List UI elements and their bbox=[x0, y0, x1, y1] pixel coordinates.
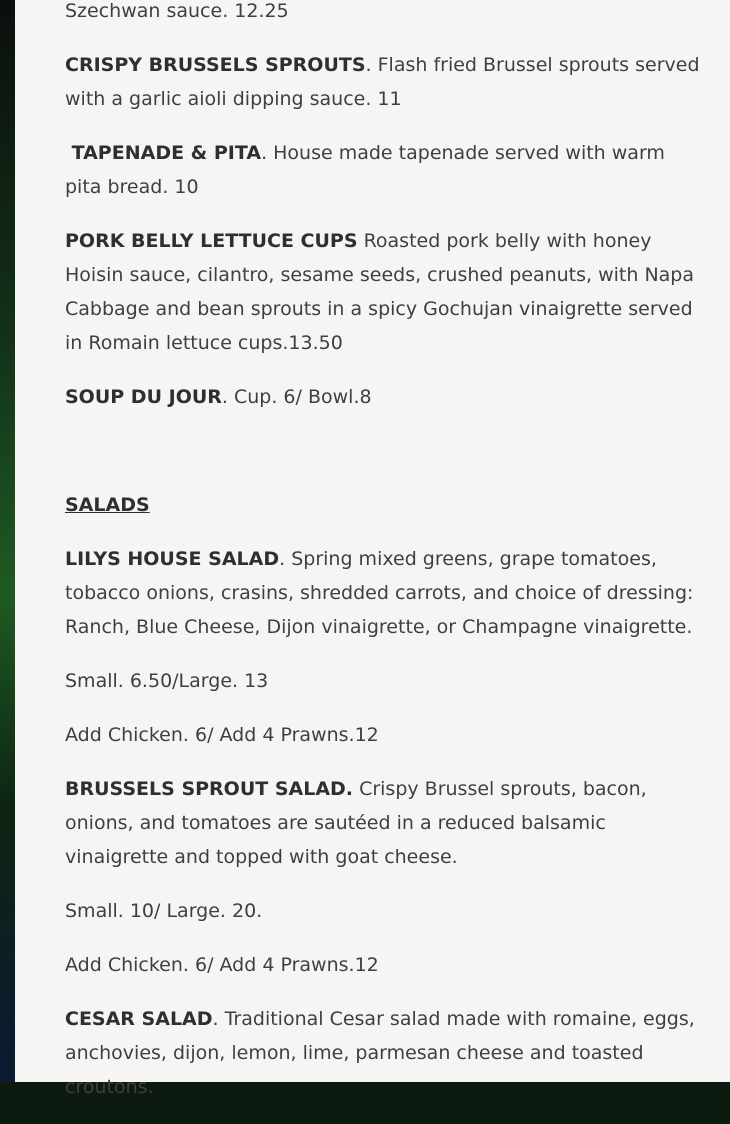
menu-item-desc: Roasted pork belly with honey Hoisin sauce, cilantro, sesame seeds, crushed peanuts, with Napa Cabbage and bean sprouts in a spicy Gochujan vinaigrette served in Romain lettuce cups.13.50 bbox=[65, 230, 695, 354]
salads-section-heading bbox=[65, 488, 705, 522]
menu-item-house-salad bbox=[65, 542, 705, 644]
menu-item-pork-belly bbox=[65, 224, 705, 360]
menu-item-desc: . Cup. 6/ Bowl.8 bbox=[221, 386, 372, 408]
house-salad-sizes: Small. 6.50/Large. 13 bbox=[65, 670, 269, 692]
house-salad-addons: Add Chicken. 6/ Add 4 Prawns.12 bbox=[65, 724, 379, 746]
salads-heading: SALADS bbox=[65, 494, 150, 516]
menu-item-name: CRISPY BRUSSELS SPROUTS bbox=[65, 54, 366, 76]
menu-item-name: TAPENADE & PITA bbox=[65, 142, 262, 164]
menu-item-tapenade bbox=[65, 136, 705, 204]
menu-item-cesar-salad bbox=[65, 1002, 705, 1104]
background-edge bbox=[0, 0, 16, 1082]
menu-item-desc: Crispy Brussel sprouts, bacon, onions, and tomatoes are sautéed in a reduced balsamic vinaigrette and topped with goat cheese. bbox=[65, 778, 647, 868]
section-spacer bbox=[65, 434, 705, 488]
menu-item-name: BRUSSELS SPROUT SALAD. bbox=[65, 778, 354, 800]
menu-item-name: LILYS HOUSE SALAD bbox=[65, 548, 280, 570]
brussels-salad-sizes: Small. 10/ Large. 20. bbox=[65, 900, 263, 922]
menu-item-name: PORK BELLY LETTUCE CUPS bbox=[65, 230, 358, 252]
menu-item-brussels-salad bbox=[65, 772, 705, 874]
menu-item-soup bbox=[65, 380, 705, 414]
menu-content bbox=[65, 0, 705, 1124]
menu-panel bbox=[15, 0, 730, 1098]
menu-item-partial bbox=[65, 0, 705, 28]
brussels-salad-addons: Add Chicken. 6/ Add 4 Prawns.12 bbox=[65, 954, 379, 976]
menu-item-desc: . Spring mixed greens, grape tomatoes, tobacco onions, crasins, shredded carrots, and choice of dressing: Ranch, Blue Cheese, Dijon vinaigrette, or Champagne vinaigrette. bbox=[65, 548, 694, 638]
menu-item-desc: . Traditional Cesar salad made with romaine, eggs, anchovies, dijon, lemon, lime, parmesan cheese and toasted croutons. bbox=[65, 1008, 695, 1098]
menu-item-name: CESAR SALAD bbox=[65, 1008, 213, 1030]
menu-item-crispy-brussels bbox=[65, 48, 705, 116]
menu-item-desc: . Flash fried Brussel sprouts served with a garlic aioli dipping sauce. 11 bbox=[65, 54, 700, 110]
menu-item-desc: . House made tapenade served with warm pita bread. 10 bbox=[65, 142, 665, 198]
menu-item-partial-text-end: Szechwan sauce. 12.25 bbox=[65, 0, 289, 22]
menu-item-name: SOUP DU JOUR bbox=[65, 386, 222, 408]
